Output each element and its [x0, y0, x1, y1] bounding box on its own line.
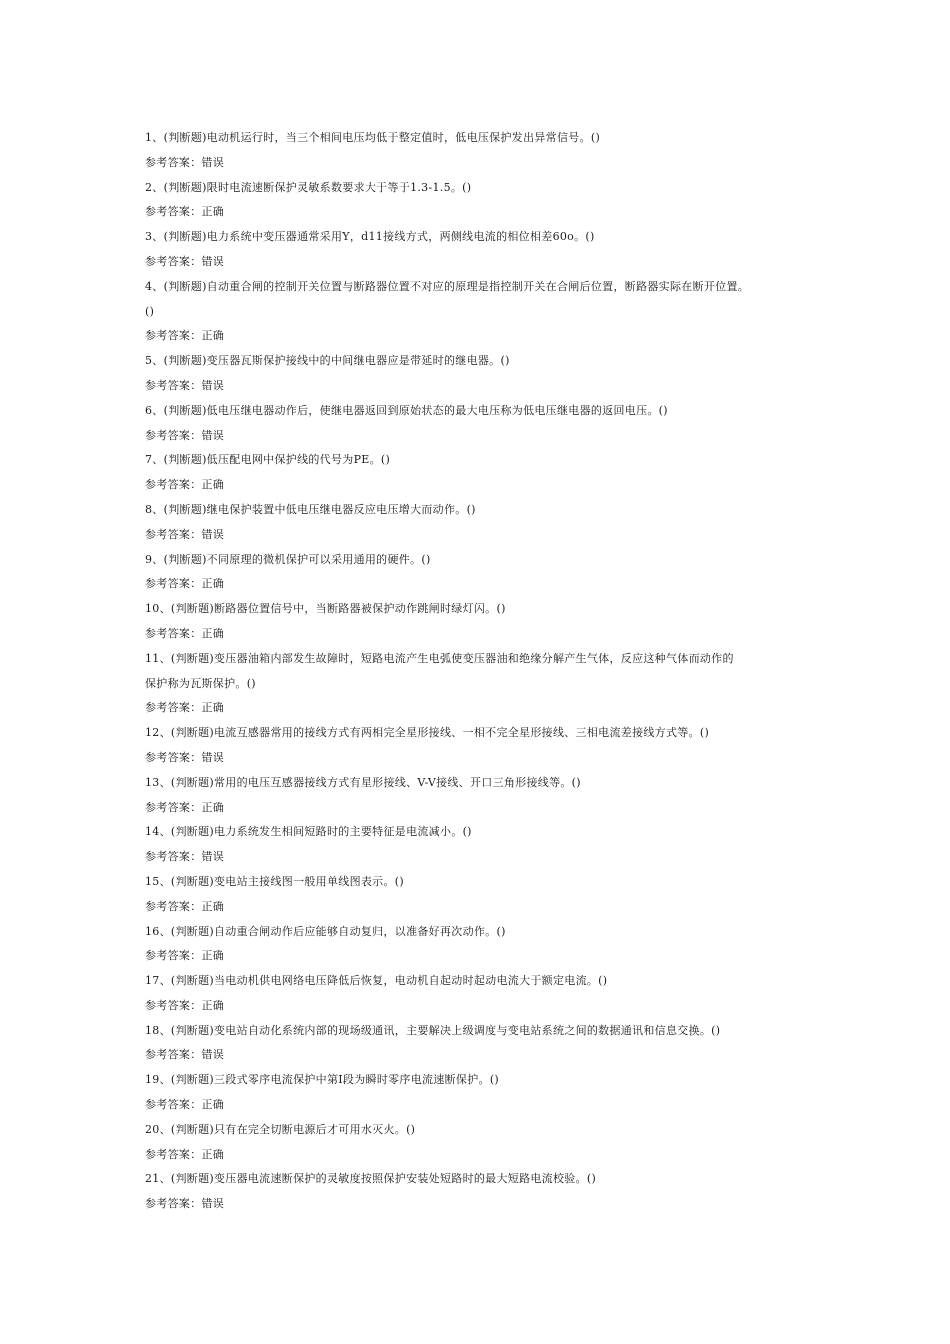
- question-text: 21、(判断题)变压器电流速断保护的灵敏度按照保护安装处短路时的最大短路电流校验。(): [145, 1172, 597, 1186]
- answer-value: 错误: [201, 155, 225, 169]
- answer-line: [145, 572, 835, 597]
- answer-line: [145, 696, 835, 721]
- answer-prefix: 参考答案：: [145, 527, 202, 541]
- question-text: 10、(判断题)断路器位置信号中，当断路器被保护动作跳闸时绿灯闪。(): [145, 602, 506, 616]
- answer-value: 正确: [201, 800, 225, 814]
- question-text: 13、(判断题)常用的电压互感器接线方式有星形接线、V-V接线、开口三角形接线等。(): [145, 775, 581, 789]
- answer-prefix: 参考答案：: [145, 478, 202, 492]
- answer-line: [145, 374, 835, 399]
- answer-value: 正确: [201, 329, 225, 343]
- answer-value: 错误: [201, 1048, 225, 1062]
- question-text: 11、(判断题)变压器油箱内部发生故障时，短路电流产生电弧使变压器油和绝缘分解产生气体，反应这种气体而动作的: [145, 651, 734, 665]
- answer-value: 正确: [201, 1098, 225, 1112]
- answer-prefix: 参考答案：: [145, 155, 202, 169]
- answer-line: [145, 845, 835, 870]
- answer-value: 正确: [201, 899, 225, 913]
- question-text: 2、(判断题)限时电流速断保护灵敏系数要求大于等于1.3-1.5。(): [145, 180, 472, 194]
- question-text: 14、(判断题)电力系统发生相间短路时的主要特征是电流减小。(): [145, 825, 472, 839]
- answer-value: 错误: [201, 750, 225, 764]
- answer-line: [145, 944, 835, 969]
- answer-line: [145, 523, 835, 548]
- question-text: 17、(判断题)当电动机供电网络电压降低后恢复，电动机自起动时起动电流大于额定电流。(): [145, 974, 608, 988]
- answer-line: [145, 622, 835, 647]
- answer-value: 错误: [201, 428, 225, 442]
- question-text: 18、(判断题)变电站自动化系统内部的现场级通讯，主要解决上级调度与变电站系统之间的数据通讯和信息交换。(): [145, 1023, 721, 1037]
- question-text: 1、(判断题)电动机运行时，当三个相间电压均低于整定值时，低电压保护发出异常信号。(): [145, 131, 601, 144]
- answer-value: 错误: [201, 527, 225, 541]
- answer-prefix: 参考答案：: [145, 329, 202, 343]
- question-text: 6、(判断题)低电压继电器动作后，使继电器返回到原始状态的最大电压称为低电压继电器的返回电压。(): [145, 403, 668, 417]
- answer-line: [145, 1143, 835, 1168]
- answer-line: [145, 200, 835, 225]
- answer-line: [145, 1043, 835, 1068]
- answer-prefix: 参考答案：: [145, 949, 202, 963]
- question-text: 9、(判断题)不同原理的微机保护可以采用通用的硬件。(): [145, 552, 431, 566]
- question-text-continued: 保护称为瓦斯保护。(): [145, 676, 256, 690]
- answer-prefix: 参考答案：: [145, 428, 202, 442]
- answer-line: [145, 1093, 835, 1118]
- answer-line: [145, 473, 835, 498]
- question-text: 12、(判断题)电流互感器常用的接线方式有两相完全星形接线、一相不完全星形接线、三相电流差接线方式等。(): [145, 726, 710, 740]
- question-text: 7、(判断题)低压配电网中保护线的代号为PE。(): [145, 453, 391, 467]
- answer-value: 错误: [201, 850, 225, 864]
- answer-value: 正确: [201, 205, 225, 219]
- answer-value: 正确: [201, 701, 225, 715]
- answer-value: 正确: [201, 949, 225, 963]
- answer-prefix: 参考答案：: [145, 1048, 202, 1062]
- answer-value: 正确: [201, 626, 225, 640]
- question-text: 8、(判断题)继电保护装置中低电压继电器反应电压增大而动作。(): [145, 502, 476, 516]
- answer-value: 正确: [201, 478, 225, 492]
- answer-line: [145, 796, 835, 821]
- answer-prefix: 参考答案：: [145, 378, 202, 392]
- answer-prefix: 参考答案：: [145, 1147, 202, 1161]
- answer-prefix: 参考答案：: [145, 205, 202, 219]
- answer-value: 错误: [201, 378, 225, 392]
- answer-line: [145, 746, 835, 771]
- answer-line: [145, 250, 835, 275]
- question-text: 5、(判断题)变压器瓦斯保护接线中的中间继电器应是带延时的继电器。(): [145, 354, 510, 368]
- answer-line: [145, 151, 835, 176]
- answer-value: 错误: [201, 1197, 225, 1211]
- answer-prefix: 参考答案：: [145, 701, 202, 715]
- question-text-continued: (): [145, 304, 155, 318]
- answer-line: [145, 1192, 835, 1217]
- answer-line: [145, 994, 835, 1019]
- question-text: 16、(判断题)自动重合闸动作后应能够自动复归，以准备好再次动作。(): [145, 924, 506, 938]
- answer-prefix: 参考答案：: [145, 254, 202, 268]
- question-text: 20、(判断题)只有在完全切断电源后才可用水灭火。(): [145, 1122, 416, 1136]
- question-text: 4、(判断题)自动重合闸的控制开关位置与断路器位置不对应的原理是指控制开关在合闸后位置，断路器实际在断开位置。: [145, 279, 750, 293]
- answer-prefix: 参考答案：: [145, 626, 202, 640]
- answer-value: 正确: [201, 998, 225, 1012]
- answer-line: [145, 424, 835, 449]
- answer-value: 错误: [201, 254, 225, 268]
- answer-prefix: 参考答案：: [145, 850, 202, 864]
- answer-line: [145, 324, 835, 349]
- answer-prefix: 参考答案：: [145, 577, 202, 591]
- answer-prefix: 参考答案：: [145, 750, 202, 764]
- answer-value: 正确: [201, 1147, 225, 1161]
- question-text: 19、(判断题)三段式零序电流保护中第I段为瞬时零序电流速断保护。(): [145, 1073, 500, 1087]
- answer-line: [145, 895, 835, 920]
- answer-prefix: 参考答案：: [145, 998, 202, 1012]
- answer-prefix: 参考答案：: [145, 899, 202, 913]
- answer-prefix: 参考答案：: [145, 1197, 202, 1211]
- question-text: 3、(判断题)电力系统中变压器通常采用Y，d11接线方式，两侧线电流的相位相差60o。(): [145, 230, 595, 244]
- answer-prefix: 参考答案：: [145, 800, 202, 814]
- answer-prefix: 参考答案：: [145, 1098, 202, 1112]
- answer-value: 正确: [201, 577, 225, 591]
- document-page: [145, 126, 835, 1217]
- question-text: 15、(判断题)变电站主接线图一般用单线图表示。(): [145, 874, 404, 888]
